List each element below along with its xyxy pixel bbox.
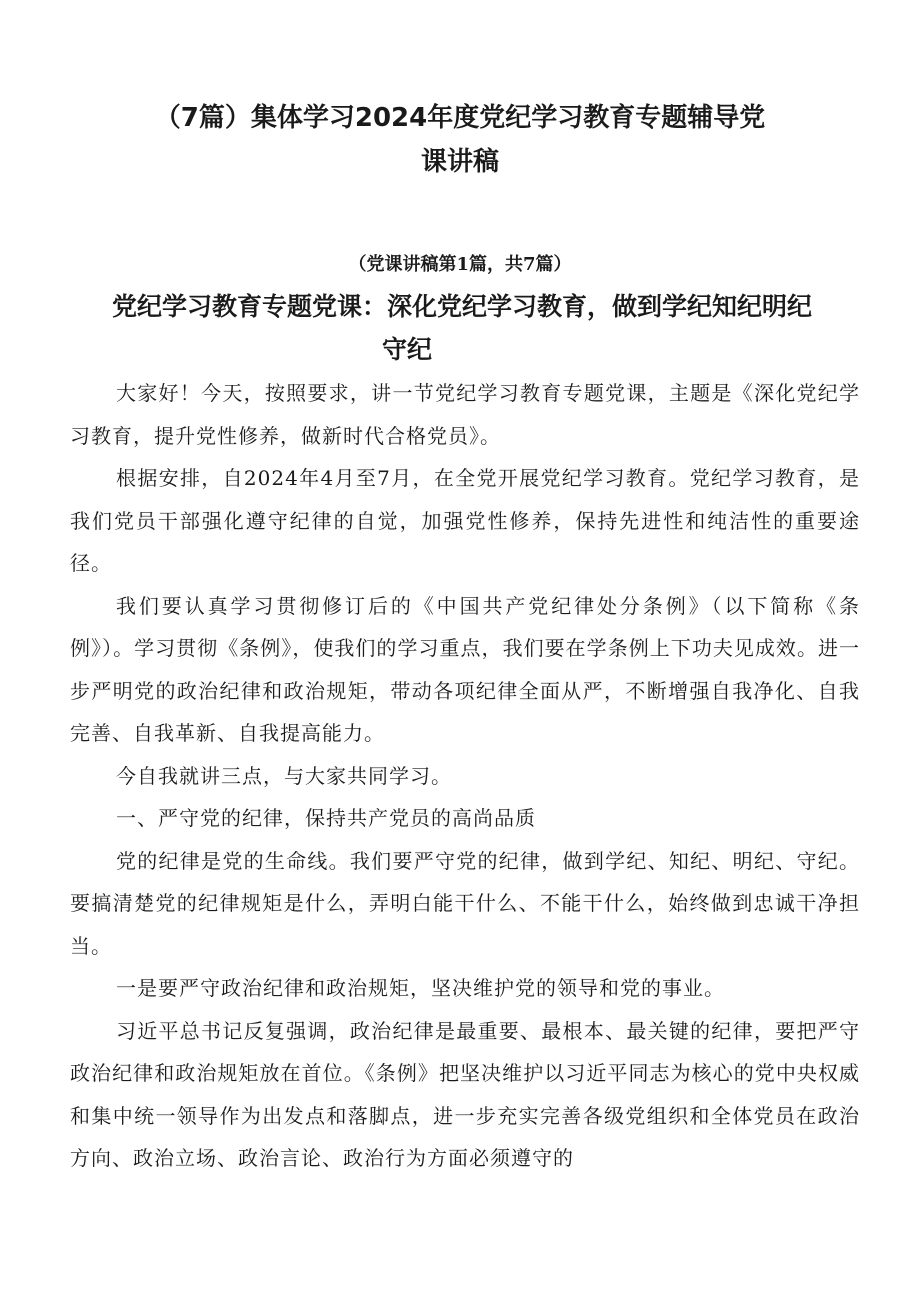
paragraph: 我们要认真学习贯彻修订后的《中国共产党纪律处分条例》（以下简称《条例》）。学习贯彻《条例》，使我们的学习重点，我们要在学条例上下功夫见成效。进一步严明党的政治纪律和政治规矩，带动各项纪律全面从严，不断增强自我净化、自我完善、自我革新、自我提高能力。 bbox=[70, 593, 860, 745]
paragraph: 党的纪律是党的生命线。我们要严守党的纪律，做到学纪、知纪、明纪、守纪。要搞清楚党的纪律规矩是什么，弄明白能干什么、不能干什么，始终做到忠诚干净担当。 bbox=[70, 848, 860, 958]
section-heading: 一、严守党的纪律，保持共产党员的高尚品质 bbox=[116, 806, 536, 830]
section-title-line-2: 守纪 bbox=[382, 335, 433, 364]
document-body bbox=[70, 372, 860, 1180]
paragraph: 今自我就讲三点，与大家共同学习。 bbox=[116, 763, 452, 788]
subheading: 一是要严守政治纪律和政治规矩，坚决维护党的领导和党的事业。 bbox=[116, 976, 725, 1000]
document-title-line-1: （7篇）集体学习2024年度党纪学习教育专题辅导党 bbox=[154, 103, 766, 133]
section-title bbox=[112, 285, 862, 371]
part-indicator: （党课讲稿第1篇，共7篇） bbox=[348, 254, 572, 275]
paragraph: 大家好！今天，按照要求，讲一节党纪学习教育专题党课，主题是《深化党纪学习教育，提升党性修养，做新时代合格党员》。 bbox=[70, 381, 860, 448]
paragraph: 习近平总书记反复强调，政治纪律是最重要、最根本、最关键的纪律，要把严守政治纪律和政治规矩放在首位。《条例》把坚决维护以习近平同志为核心的党中央权威和集中统一领导作为出发点和落脚点，进一步充实完善各级党组织和全体党员在政治方向、政治立场、政治言论、政治行为方面必须遵守的 bbox=[70, 1018, 860, 1170]
document-title-line-2: 课讲稿 bbox=[420, 147, 499, 177]
paragraph: 根据安排，自2024年4月至7月，在全党开展党纪学习教育。党纪学习教育，是我们党员干部强化遵守纪律的自觉，加强党性修养，保持先进性和纯洁性的重要途径。 bbox=[70, 466, 860, 575]
section-title-line-1: 党纪学习教育专题党课：深化党纪学习教育，做到学纪知纪明纪 bbox=[112, 292, 813, 321]
document-title bbox=[110, 96, 810, 184]
